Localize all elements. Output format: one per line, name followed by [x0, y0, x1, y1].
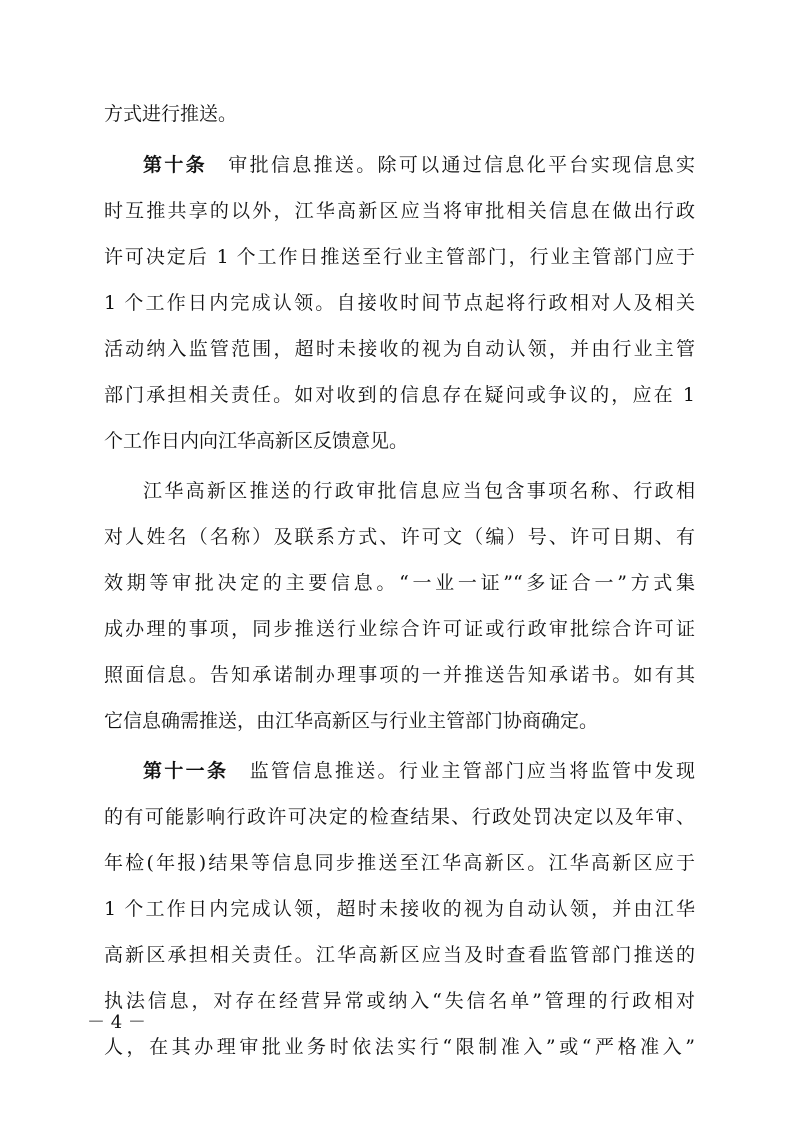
page-number: － 4 － — [87, 1012, 146, 1033]
text-line: 它信息确需推送，由江华高新区与行业主管部门协商确定。 — [104, 710, 599, 732]
text-line: 照面信息。告知承诺制办理事项的一并推送告知承诺书。如有其 — [104, 664, 695, 686]
text-line: 江华高新区推送的行政审批信息应当包含事项名称、行政相 — [143, 480, 695, 502]
text-line: 活动纳入监管范围，超时未接收的视为自动认领，并由行业主管 — [104, 338, 695, 360]
text-line: 高新区承担相关责任。江华高新区应当及时查看监管部门推送的 — [104, 944, 695, 966]
text-line: 第十一条 监管信息推送。行业主管部门应当将监管中发现 — [143, 760, 695, 782]
text-line: 成办理的事项，同步推送行业综合许可证或行政审批综合许可证 — [104, 618, 695, 640]
article-heading: 第十条 — [143, 154, 207, 176]
text-line: 年检(年报)结果等信息同步推送至江华高新区。江华高新区应于 — [104, 852, 695, 874]
text-line: 个工作日内向江华高新区反馈意见。 — [104, 430, 409, 452]
article-heading: 第十一条 — [143, 760, 229, 782]
text-line: 对人姓名（名称）及联系方式、许可文（编）号、许可日期、有 — [104, 526, 695, 548]
text-line: 1 个工作日内完成认领。自接收时间节点起将行政相对人及相关 — [104, 292, 695, 314]
text-line: 第十条 审批信息推送。除可以通过信息化平台实现信息实 — [143, 154, 695, 176]
text-line: 的有可能影响行政许可决定的检查结果、行政处罚决定以及年审、 — [104, 806, 695, 828]
text-line: 人，在其办理审批业务时依法实行“限制准入”或“严格准入” — [104, 1036, 695, 1058]
text-line: 执法信息，对存在经营异常或纳入“失信名单”管理的行政相对 — [104, 990, 695, 1012]
text-line: 效期等审批决定的主要信息。“一业一证”“多证合一”方式集 — [104, 572, 695, 594]
text-line: 1 个工作日内完成认领，超时未接收的视为自动认领，并由江华 — [104, 898, 695, 920]
text-line: 时互推共享的以外，江华高新区应当将审批相关信息在做出行政 — [104, 200, 695, 222]
text-line: 部门承担相关责任。如对收到的信息存在疑问或争议的，应在 1 — [104, 384, 695, 406]
text-line: 许可决定后 1 个工作日推送至行业主管部门，行业主管部门应于 — [104, 246, 695, 268]
text-line: 方式进行推送。 — [104, 103, 238, 125]
